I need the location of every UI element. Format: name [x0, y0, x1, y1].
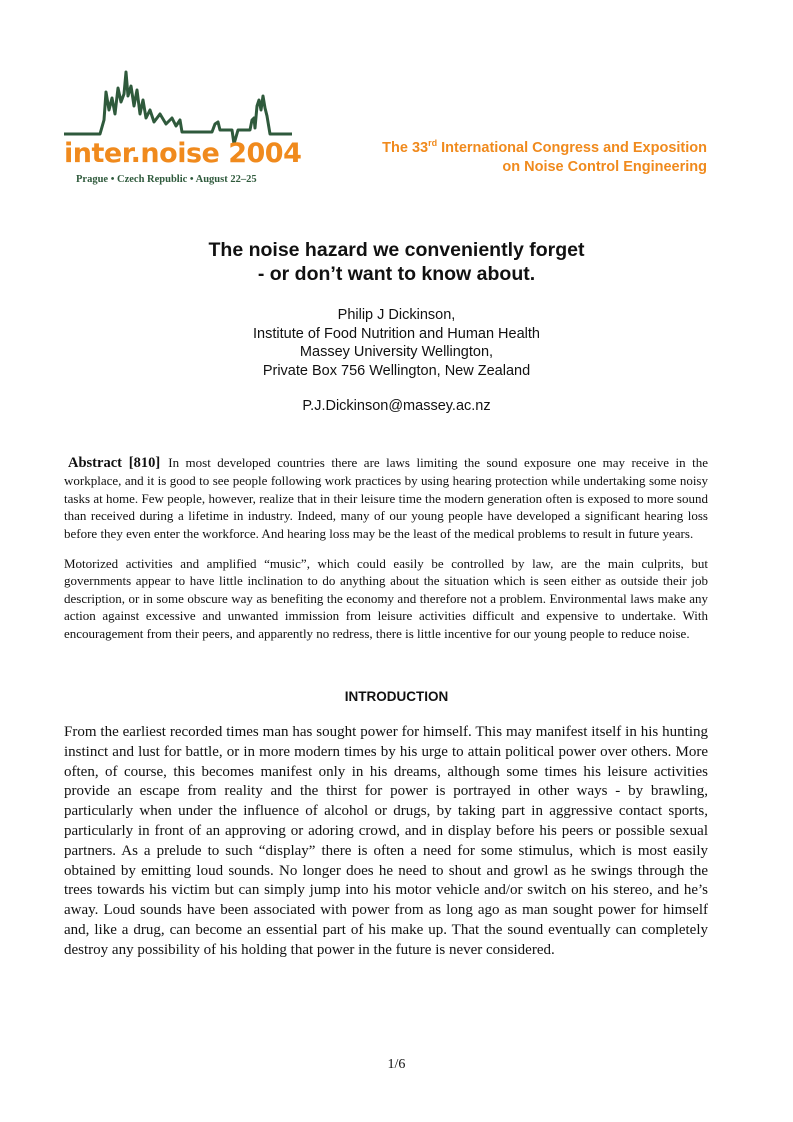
abstract-section	[64, 454, 708, 642]
page-number: 1/6	[387, 1057, 406, 1072]
congress-line-1	[382, 139, 707, 158]
abstract-paragraph-2: Motorized activities and amplified “music”, which could easily be controlled by law, are the main culprits, but governments appear to have little inclination to do anything about the situation which is seen either as outside their job description, or in some obscure way as benefiting the economy and therefore not a problem. Environmental laws make any action against excessive and unwanted immission from leisure activities difficult and expensive to undertake. With encouragement from their peers, and apparently no redress, there is little incentive for our young people to reduce noise.	[64, 556, 708, 641]
congress-prefix: The 33	[382, 140, 429, 156]
paper-title	[0, 238, 793, 286]
affiliation-line-3: Private Box 756 Wellington, New Zealand	[262, 362, 531, 379]
affiliation-line-1: Institute of Food Nutrition and Human Health	[253, 325, 540, 342]
introduction-paragraph: From the earliest recorded times man has sought power for himself. This may manifest itself in his hunting instinct and lust for battle, or in more modern times by his urge to attain political power over others. More often, of course, this becomes manifest only in his dreams, although some times his leisure activities provide an escape from reality and the thirst for power is portrayed in other ways - by brawling, particularly when under the influence of alcohol or drugs, by taking part in aggressive contact sports, particularly in front of an approving or adoring crowd, and in display before his peers or possible sexual partners. As a prelude to such “display” there is often a need for some stimulus, which is most easily obtained by emitting loud sounds. No longer does he need to shout and growl as he swings through the trees towards his victim but can simply jump into his motor vehicle and/or switch on his stereo, and he’s away. Loud sounds have been associated with power from as long ago as man sought power for himself and, like a drug, can become an essential part of his make up. That the sound eventually can completely destroy any possibility of his holding that power in the future is never considered.	[64, 724, 708, 958]
title-line-2: - or don’t want to know about.	[257, 263, 536, 285]
abstract-text-1: In most developed countries there are laws limiting the sound exposure one may receive in the workplace, and it is good to see people following work practices by using hearing protection while undertaking some noisy tasks at home. Few people, however, realize that in their leisure time the modern generation often is exposed to more sound than received during a lifetime in industry. Indeed, many of our young people have developed a significant hearing loss before they even enter the workforce. And hearing loss may be the least of the medical problems to result in future years.	[64, 455, 708, 541]
skyline-line	[64, 72, 292, 144]
logo-subtitle: Prague • Czech Republic • August 22–25	[76, 174, 257, 185]
congress-heading	[382, 139, 707, 177]
author-email: P.J.Dickinson@massey.ac.nz	[302, 398, 491, 414]
introduction-heading: INTRODUCTION	[344, 689, 449, 704]
congress-ordinal: rd	[428, 138, 438, 148]
abstract-label: Abstract [810]	[68, 455, 161, 471]
conference-logo	[62, 70, 302, 192]
logo-wordmark: inter.noise 2004	[64, 138, 302, 169]
congress-line-1-rest: International Congress and Exposition	[437, 140, 707, 156]
affiliation-line-2: Massey University Wellington,	[299, 344, 494, 360]
congress-line-2: on Noise Control Engineering	[502, 159, 707, 175]
title-line-1: The noise hazard we conveniently forget	[208, 239, 585, 261]
author-block	[0, 306, 793, 380]
abstract-paragraph-1	[64, 454, 708, 542]
author-name: Philip J Dickinson,	[337, 307, 456, 323]
